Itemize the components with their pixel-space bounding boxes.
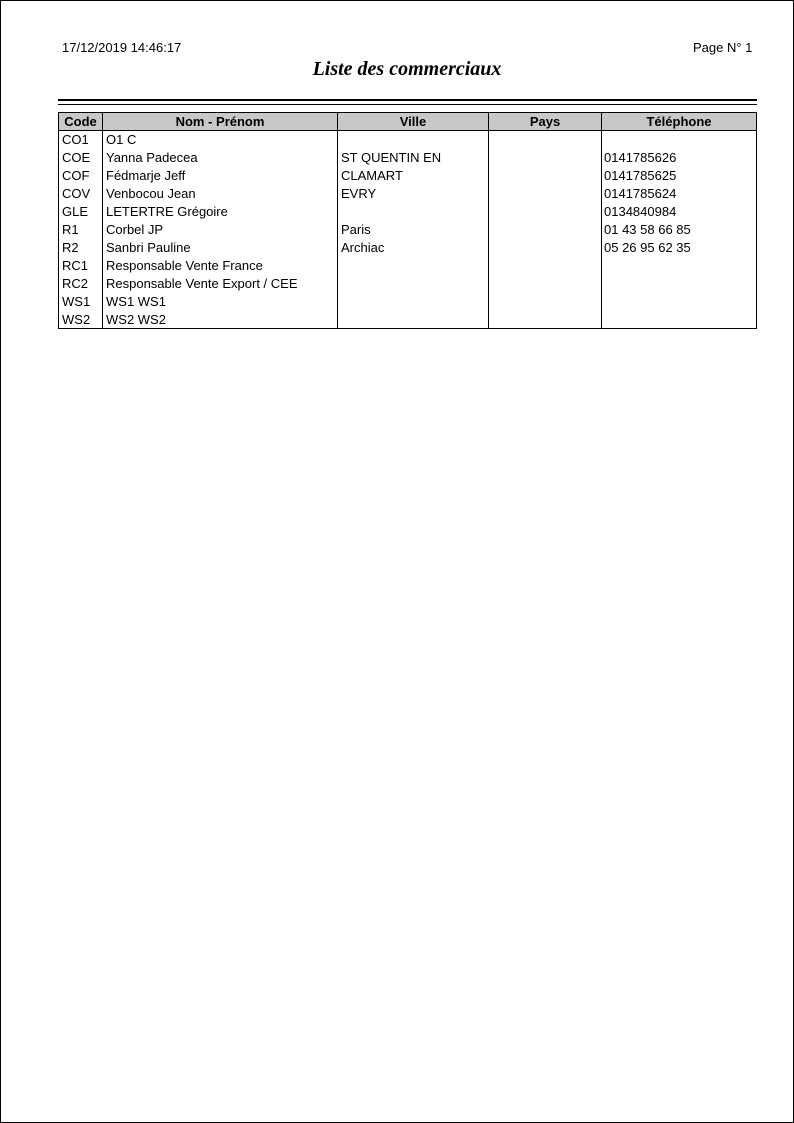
cell-country <box>492 293 600 311</box>
table-row <box>59 239 756 257</box>
cell-name: Responsable Vente France <box>106 258 263 273</box>
cell-code: COE <box>62 150 91 165</box>
cell-country <box>492 275 600 293</box>
cell-city: ST QUENTIN EN <box>341 150 442 165</box>
cell-code: R2 <box>62 240 79 255</box>
cell-code: RC1 <box>62 258 89 273</box>
cell-country <box>492 239 600 257</box>
cell-name: Venbocou Jean <box>106 186 196 201</box>
cell-code: RC2 <box>62 276 89 291</box>
cell-code: COF <box>62 168 90 183</box>
cell-phone: 0141785624 <box>604 186 677 201</box>
column-header-code: Code <box>64 114 97 129</box>
cell-name: WS2 WS2 <box>106 312 166 327</box>
cell-code: COV <box>62 186 91 201</box>
cell-country <box>492 149 600 167</box>
cell-phone <box>604 275 754 293</box>
table-row <box>59 167 756 185</box>
cell-city <box>341 257 486 275</box>
cell-code: CO1 <box>62 132 89 147</box>
cell-name: Responsable Vente Export / CEE <box>106 276 298 291</box>
cell-code: GLE <box>62 204 89 219</box>
cell-name: Sanbri Pauline <box>106 240 191 255</box>
cell-city: Paris <box>341 222 371 237</box>
report-title: Liste des commerciaux <box>312 58 502 80</box>
table-row <box>59 203 756 221</box>
cell-phone: 0141785626 <box>604 150 677 165</box>
cell-phone <box>604 131 754 149</box>
table-row <box>59 293 756 311</box>
cell-country <box>492 131 600 149</box>
cell-country <box>492 257 600 275</box>
cell-phone: 05 26 95 62 35 <box>604 240 691 255</box>
cell-city <box>341 203 486 221</box>
cell-city: CLAMART <box>341 168 403 183</box>
table-header <box>59 113 756 131</box>
print-date: 17/12/2019 14:46:17 <box>62 40 182 55</box>
cell-name: Yanna Padecea <box>106 150 198 165</box>
cell-name: Fédmarje Jeff <box>106 168 186 183</box>
table-row <box>59 221 756 239</box>
column-header-phone: Téléphone <box>646 114 712 129</box>
cell-name: WS1 WS1 <box>106 294 166 309</box>
table-row <box>59 275 756 293</box>
cell-phone <box>604 257 754 275</box>
cell-country <box>492 167 600 185</box>
column-header-country: Pays <box>529 114 561 129</box>
cell-name: O1 C <box>106 132 137 147</box>
cell-city <box>341 131 486 149</box>
cell-country <box>492 203 600 221</box>
table-row <box>59 311 756 329</box>
cell-phone <box>604 311 754 329</box>
table-row <box>59 131 756 149</box>
cell-name: LETERTRE Grégoire <box>106 204 228 219</box>
cell-code: WS2 <box>62 312 91 327</box>
cell-city <box>341 275 486 293</box>
column-header-city: Ville <box>399 114 427 129</box>
cell-phone: 0141785625 <box>604 168 677 183</box>
cell-city: Archiac <box>341 240 385 255</box>
title-divider-top <box>58 99 757 101</box>
cell-name: Corbel JP <box>106 222 164 237</box>
cell-code: WS1 <box>62 294 91 309</box>
page-number: Page N° 1 <box>693 40 753 55</box>
table-row <box>59 185 756 203</box>
salespeople-table <box>58 112 757 329</box>
column-header-name: Nom - Prénom <box>175 114 265 129</box>
cell-country <box>492 311 600 329</box>
cell-code: R1 <box>62 222 79 237</box>
cell-city: EVRY <box>341 186 377 201</box>
cell-city <box>341 293 486 311</box>
cell-country <box>492 185 600 203</box>
title-divider-bottom <box>58 104 757 105</box>
table-row <box>59 149 756 167</box>
cell-phone: 01 43 58 66 85 <box>604 222 691 237</box>
table-body <box>59 131 756 329</box>
cell-country <box>492 221 600 239</box>
table-row <box>59 257 756 275</box>
cell-city <box>341 311 486 329</box>
cell-phone <box>604 293 754 311</box>
cell-phone: 0134840984 <box>604 204 677 219</box>
